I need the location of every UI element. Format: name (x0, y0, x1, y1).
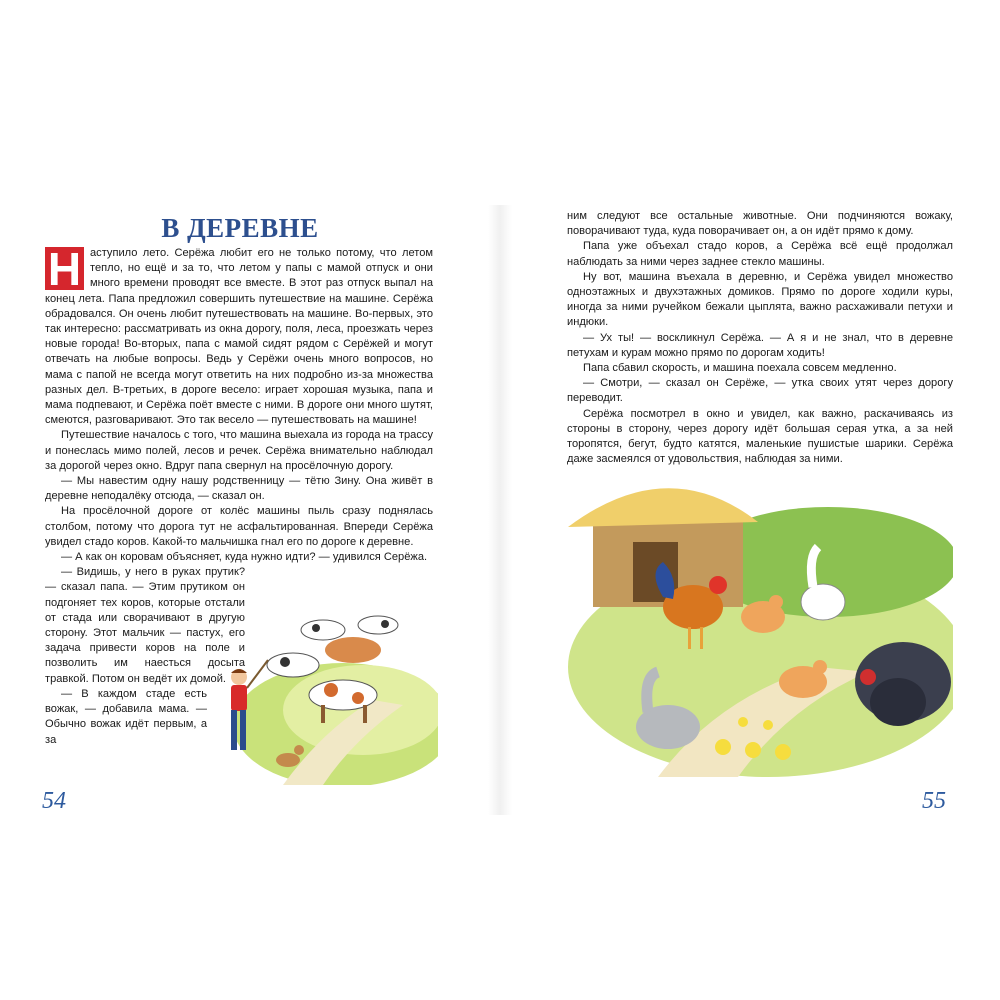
paragraph: На просёлочной дороге от колёс машины пыль сразу поднялась столбом, потому что дорога тут не асфальтированная. Впереди Серёжа увидел стадо коров. Какой-то мальчишка гнал его по дороге к деревне. (45, 505, 433, 548)
paragraph: — А как он коровам объясняет, куда нужно идти? — удивился Серёжа. (61, 551, 428, 564)
paragraph: Серёжа посмотрел в окно и увидел, как важно, раскачиваясь из стороны в сторону, через дорогу идёт большая серая утка, а за ней торопятся, бегут, будто катятся, маленькие пушистые шарики. Серёжа даже засмеялся от удовольствия, наблюдая за ними. (567, 407, 953, 466)
paragraph: Папа уже объехал стадо коров, а Серёжа всё ещё продолжал наблюдать за ними через заднее стекло машины. (567, 240, 953, 268)
paragraph: — Видишь, у него в руках прутик? — сказал папа. — Этим прутиком он подгоняет тех коров, которые отстали от стада или сворачивают в другую сторону. Этот мальчик — пастух, его задача привести коров на поле и позволить им наесться досыта травкой. Потом он ведёт их домой. (45, 566, 245, 685)
paragraph: Путешествие началось с того, что машина выехала из города на трассу и понеслась мимо полей, лесов и речек. Серёжа внимательно наблюдал за дорогой через окно. Вдруг папа свернул на просёлочную дорогу. (45, 429, 433, 472)
paragraph: — Смотри, — сказал он Серёже, — утка своих утят через дорогу переводит. (567, 377, 953, 405)
paragraph: — Мы навестим одну нашу родственницу — тётю Зину. Она живёт в деревне неподалёку отсюда, — сказал он. (45, 475, 433, 503)
paragraph: — Ух ты! — воскликнул Серёжа. — А я и не знал, что в деревне петухам и курам можно прямо по дорогам ходить! (567, 331, 953, 359)
paragraph: — В каждом стаде есть вожак, — добавила мама. — Обычно вожак идёт первым, а за (45, 687, 207, 746)
book-spread (0, 205, 1000, 815)
page-number: 55 (922, 788, 946, 814)
drop-cap: Н (45, 247, 84, 290)
paragraph: Ну вот, машина въехала в деревню, и Серёжа увидел множество одноэтажных и двухэтажных домиков. Прямо по дороге ходили куры, иногда за ними ручейком бежали цыплята, важно расхаживали петухи и индюки. (567, 270, 953, 329)
left-page (0, 205, 500, 815)
page-number: 54 (42, 788, 66, 814)
right-page (500, 205, 1000, 815)
cows-illustration (213, 610, 438, 785)
chapter-title: В ДЕРЕВНЕ (161, 213, 319, 243)
paragraph: ним следуют все остальные животные. Они подчиняются вожаку, поворачивают туда, куда поворачивает он, а он идёт прямо к дому. (567, 210, 953, 238)
paragraph: Папа сбавил скорость, и машина поехала совсем медленно. (583, 362, 897, 375)
paragraph: Н аступило лето. Серёжа любит его не только потому, что летом тепло, но ещё и за то, что летом у папы с мамой отпуск и они много времени проводят все вместе. В этот раз отпуск выпал на конец лета. Папа предложил совершить путешествие на машине. Серёжа обрадовался. Он очень любит путешествовать на машине. Во-первых, это так интересно: рассматривать из окна дорогу, поля, леса, проезжать через новые города! Во-вторых, папа с мамой сидят рядом с Серёжей и могут отвечать на любые вопросы. Ведь у Серёжи очень много вопросов, но мама с папой не всегда могут ответить на них подробно из-за множества разных дел. В-третьих, в дороге весело: играет хорошая музыка, папа и мама подпевают, и Серёжа поёт вместе с ними. В дороге они много шутят, смеются, разговаривают. Это так весело — путешествовать на машине! (45, 243, 433, 427)
farmyard-illustration (568, 467, 953, 777)
right-page-text (567, 209, 953, 467)
